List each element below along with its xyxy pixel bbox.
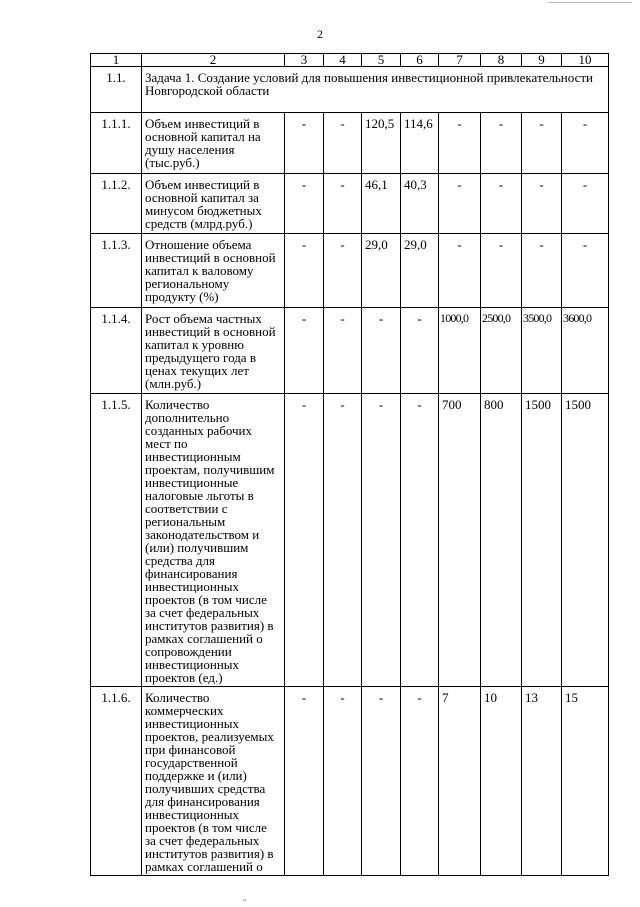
table-row	[91, 687, 609, 876]
header-cell: 3	[285, 54, 324, 67]
indicators-table	[90, 53, 609, 876]
value-cell: 800	[481, 394, 522, 687]
header-cell: 2	[142, 54, 285, 67]
value-cell: -	[285, 113, 324, 174]
row-number: 1.1.3.	[91, 234, 142, 308]
value-cell: -	[324, 687, 362, 876]
row-indicator: Количество дополнительно созданных рабочих мест по инвестиционным проектам, получившим инвестиционные налоговые льготы в соответствии с региональным законодательством и (или) получившим средства для финансирования инвестиционных проектов (в том числе за счет федеральных институтов развития) в рамках соглашений о сопровождении инвестиционных проектов (ед.)	[142, 394, 285, 687]
value-cell: -	[562, 234, 609, 308]
header-cell: 10	[562, 54, 609, 67]
row-number: 1.1.6.	[91, 687, 142, 876]
bottom-mark: "	[243, 898, 247, 907]
value-cell: 3500,0	[522, 308, 562, 394]
row-number: 1.1.4.	[91, 308, 142, 394]
value-cell: -	[562, 174, 609, 234]
value-cell: 46,1	[362, 174, 401, 234]
value-cell: 2500,0	[481, 308, 522, 394]
table-row	[91, 308, 609, 394]
header-cell: 4	[324, 54, 362, 67]
row-indicator: Отношение объема инвестиций в основной капитал к валовому региональному продукту (%)	[142, 234, 285, 308]
task-title: Задача 1. Создание условий для повышения инвестиционной привлекательности Новгородской области	[142, 67, 609, 113]
value-cell: -	[401, 687, 439, 876]
table-row	[91, 394, 609, 687]
value-cell: -	[324, 394, 362, 687]
value-cell: 13	[522, 687, 562, 876]
value-cell: -	[562, 113, 609, 174]
table-row	[91, 174, 609, 234]
row-number: 1.1.2.	[91, 174, 142, 234]
value-cell: -	[285, 394, 324, 687]
value-cell: 3600,0	[562, 308, 609, 394]
value-cell: -	[522, 174, 562, 234]
value-cell: -	[362, 687, 401, 876]
value-cell: -	[439, 113, 481, 174]
value-cell: 7	[439, 687, 481, 876]
header-row	[91, 54, 609, 67]
value-cell: -	[481, 113, 522, 174]
page-number: 2	[317, 27, 323, 41]
value-cell: -	[401, 394, 439, 687]
value-cell: -	[481, 234, 522, 308]
row-number: 1.1.1.	[91, 113, 142, 174]
value-cell: 120,5	[362, 113, 401, 174]
header-cell: 7	[439, 54, 481, 67]
value-cell: -	[481, 174, 522, 234]
value-cell: 700	[439, 394, 481, 687]
value-cell: -	[362, 394, 401, 687]
value-cell: -	[439, 174, 481, 234]
value-cell: 40,3	[401, 174, 439, 234]
value-cell: -	[522, 113, 562, 174]
table-row	[91, 113, 609, 174]
row-indicator: Рост объема частных инвестиций в основной капитал к уровню предыдущего года в ценах текущих лет (млн.руб.)	[142, 308, 285, 394]
value-cell: 10	[481, 687, 522, 876]
value-cell: -	[324, 234, 362, 308]
task-row	[91, 67, 609, 113]
value-cell: -	[522, 234, 562, 308]
value-cell: 29,0	[401, 234, 439, 308]
value-cell: 1500	[522, 394, 562, 687]
value-cell: 1000,0	[439, 308, 481, 394]
value-cell: -	[401, 308, 439, 394]
value-cell: 114,6	[401, 113, 439, 174]
value-cell: -	[285, 308, 324, 394]
header-cell: 6	[401, 54, 439, 67]
table-row	[91, 234, 609, 308]
value-cell: -	[439, 234, 481, 308]
value-cell: -	[324, 174, 362, 234]
header-cell: 8	[481, 54, 522, 67]
row-indicator: Объем инвестиций в основной капитал за минусом бюджетных средств (млрд.руб.)	[142, 174, 285, 234]
task-number: 1.1.	[91, 67, 142, 113]
header-cell: 5	[362, 54, 401, 67]
value-cell: 15	[562, 687, 609, 876]
value-cell: -	[324, 113, 362, 174]
row-indicator: Объем инвестиций в основной капитал на душу населения (тыс.руб.)	[142, 113, 285, 174]
row-number: 1.1.5.	[91, 394, 142, 687]
value-cell: -	[285, 687, 324, 876]
value-cell: -	[285, 174, 324, 234]
value-cell: -	[362, 308, 401, 394]
header-cell: 1	[91, 54, 142, 67]
header-cell: 9	[522, 54, 562, 67]
value-cell: 1500	[562, 394, 609, 687]
value-cell: 29,0	[362, 234, 401, 308]
value-cell: -	[285, 234, 324, 308]
top-rule	[548, 2, 632, 3]
value-cell: -	[324, 308, 362, 394]
row-indicator: Количество коммерческих инвестиционных проектов, реализуемых при финансовой государственной поддержке и (или) получивших средства для финансирования инвестиционных проектов (в том числе за счет федеральных институтов развития) в рамках соглашений о	[142, 687, 285, 876]
